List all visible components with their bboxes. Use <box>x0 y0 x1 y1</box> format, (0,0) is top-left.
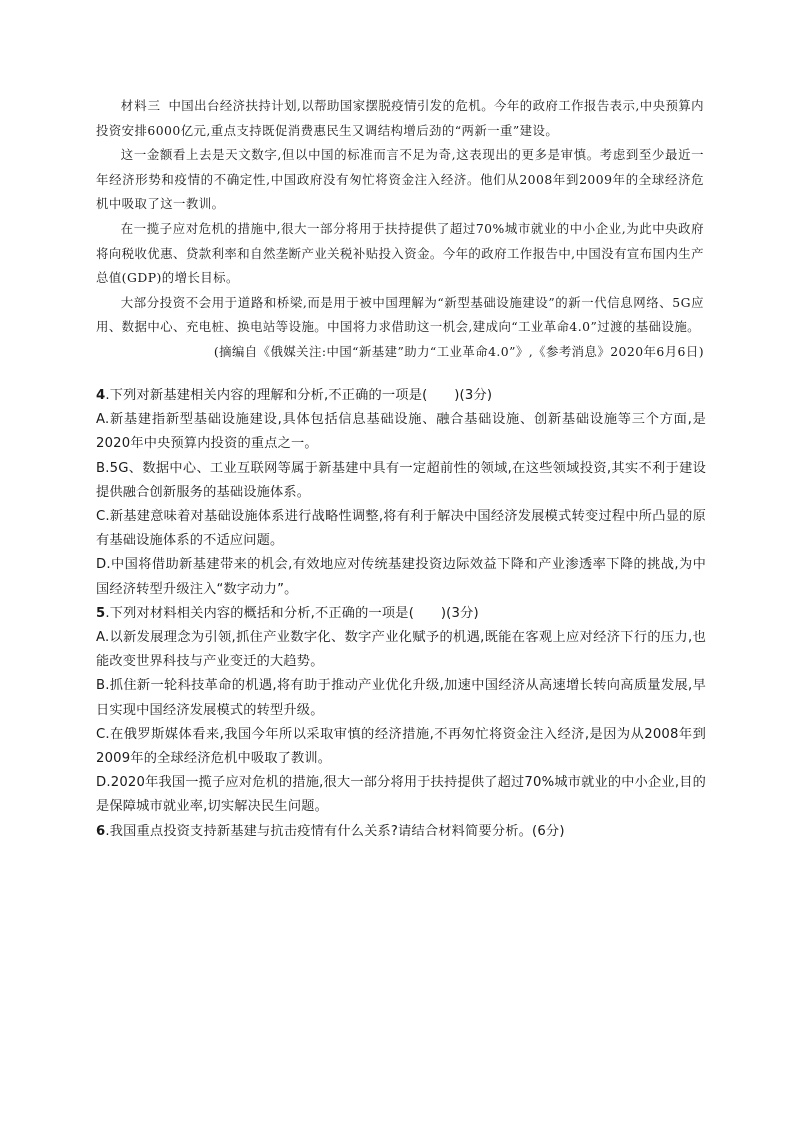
question-number: 4 <box>96 388 106 403</box>
question-6 <box>96 820 706 844</box>
material-paragraph: 在一揽子应对危机的措施中,很大一部分将用于扶持提供了超过70%城市就业的中小企业,为此中央政府将向税收优惠、贷款利率和自然垄断产业关税补贴投入资金。今年的政府工作报告中,中国没有宣布国内生产总值(GDP)的增长目标。 <box>96 220 704 286</box>
question-stem <box>96 384 706 408</box>
material-paragraph-text: 中国出台经济扶持计划,以帮助国家摆脱疫情引发的危机。今年的政府工作报告表示,中央预算内投资安排6000亿元,重点支持既促消费惠民生又调结构增后劲的“两新一重”建设。 <box>96 98 705 138</box>
material-paragraph: 这一金额看上去是天文数字,但以中国的标准而言不足为奇,这表现出的更多是审慎。考虑到至少最近一年经济形势和疫情的不确定性,中国政府没有匆忙将资金注入经济。他们从2008年到2009年的全球经济危机中吸取了这一教训。 <box>96 147 704 212</box>
question-number: 5 <box>96 605 106 621</box>
question-stem <box>96 602 706 626</box>
option-d: D.中国将借助新基建带来的机会,有效地应对传统基建投资边际效益下降和产业渗透率下降的挑战,为中国经济转型升级注入“数字动力”。 <box>96 557 706 597</box>
question-number: 6 <box>96 823 106 839</box>
question-stem <box>96 820 706 844</box>
question-4 <box>96 384 706 602</box>
question-list <box>96 384 706 844</box>
question-5 <box>96 602 706 820</box>
material-source: (摘编自《俄媒关注:中国“新基建”助力“工业革命4.0”》,《参考消息》2020年6月6日) <box>213 343 704 359</box>
option-a: A.以新发展理念为引领,抓住产业数字化、数字产业化赋予的机遇,既能在客观上应对经济下行的压力,也能改变世界科技与产业变迁的大趋势。 <box>96 630 706 670</box>
reading-material <box>96 94 704 365</box>
option-a: A.新基建指新型基础设施建设,具体包括信息基础设施、融合基础设施、创新基础设施等三个方面,是2020年中央预算内投资的重点之一。 <box>96 412 706 452</box>
option-c: C.新基建意味着对基础设施体系进行战略性调整,将有利于解决中国经济发展模式转变过程中所凸显的原有基础设施体系的不适应问题。 <box>96 509 706 549</box>
question-stem-text: .我国重点投资支持新基建与抗击疫情有什么关系?请结合材料简要分析。(6分) <box>105 823 565 839</box>
option-d: D.2020年我国一揽子应对危机的措施,很大一部分将用于扶持提供了超过70%城市就业的中小企业,目的是保障城市就业率,切实解决民生问题。 <box>96 775 706 815</box>
option-b: B.抓住新一轮科技革命的机遇,将有助于推动产业优化升级,加速中国经济从高速增长转向高质量发展,早日实现中国经济发展模式的转型升级。 <box>96 678 706 718</box>
question-stem-text: .下列对材料相关内容的概括和分析,不正确的一项是( )(3分) <box>105 605 479 621</box>
material-paragraph: 大部分投资不会用于道路和桥梁,而是用于被中国理解为“新型基础设施建设”的新一代信息网络、5G应用、数据中心、充电桩、换电站等设施。中国将力求借助这一机会,建成向“工业革命4.0”过渡的基础设施。 <box>96 294 704 335</box>
material-label: 材料三 <box>120 98 161 113</box>
question-stem-text: .下列对新基建相关内容的理解和分析,不正确的一项是( )(3分) <box>105 388 493 403</box>
option-b: B.5G、数据中心、工业互联网等属于新基建中具有一定超前性的领域,在这些领域投资,其实不利于建设提供融合创新服务的基础设施体系。 <box>96 460 706 500</box>
option-c: C.在俄罗斯媒体看来,我国今年所以采取审慎的经济措施,不再匆忙将资金注入经济,是因为从2008年到2009年的全球经济危机中吸取了教训。 <box>96 726 706 767</box>
material-paragraph <box>96 94 704 143</box>
